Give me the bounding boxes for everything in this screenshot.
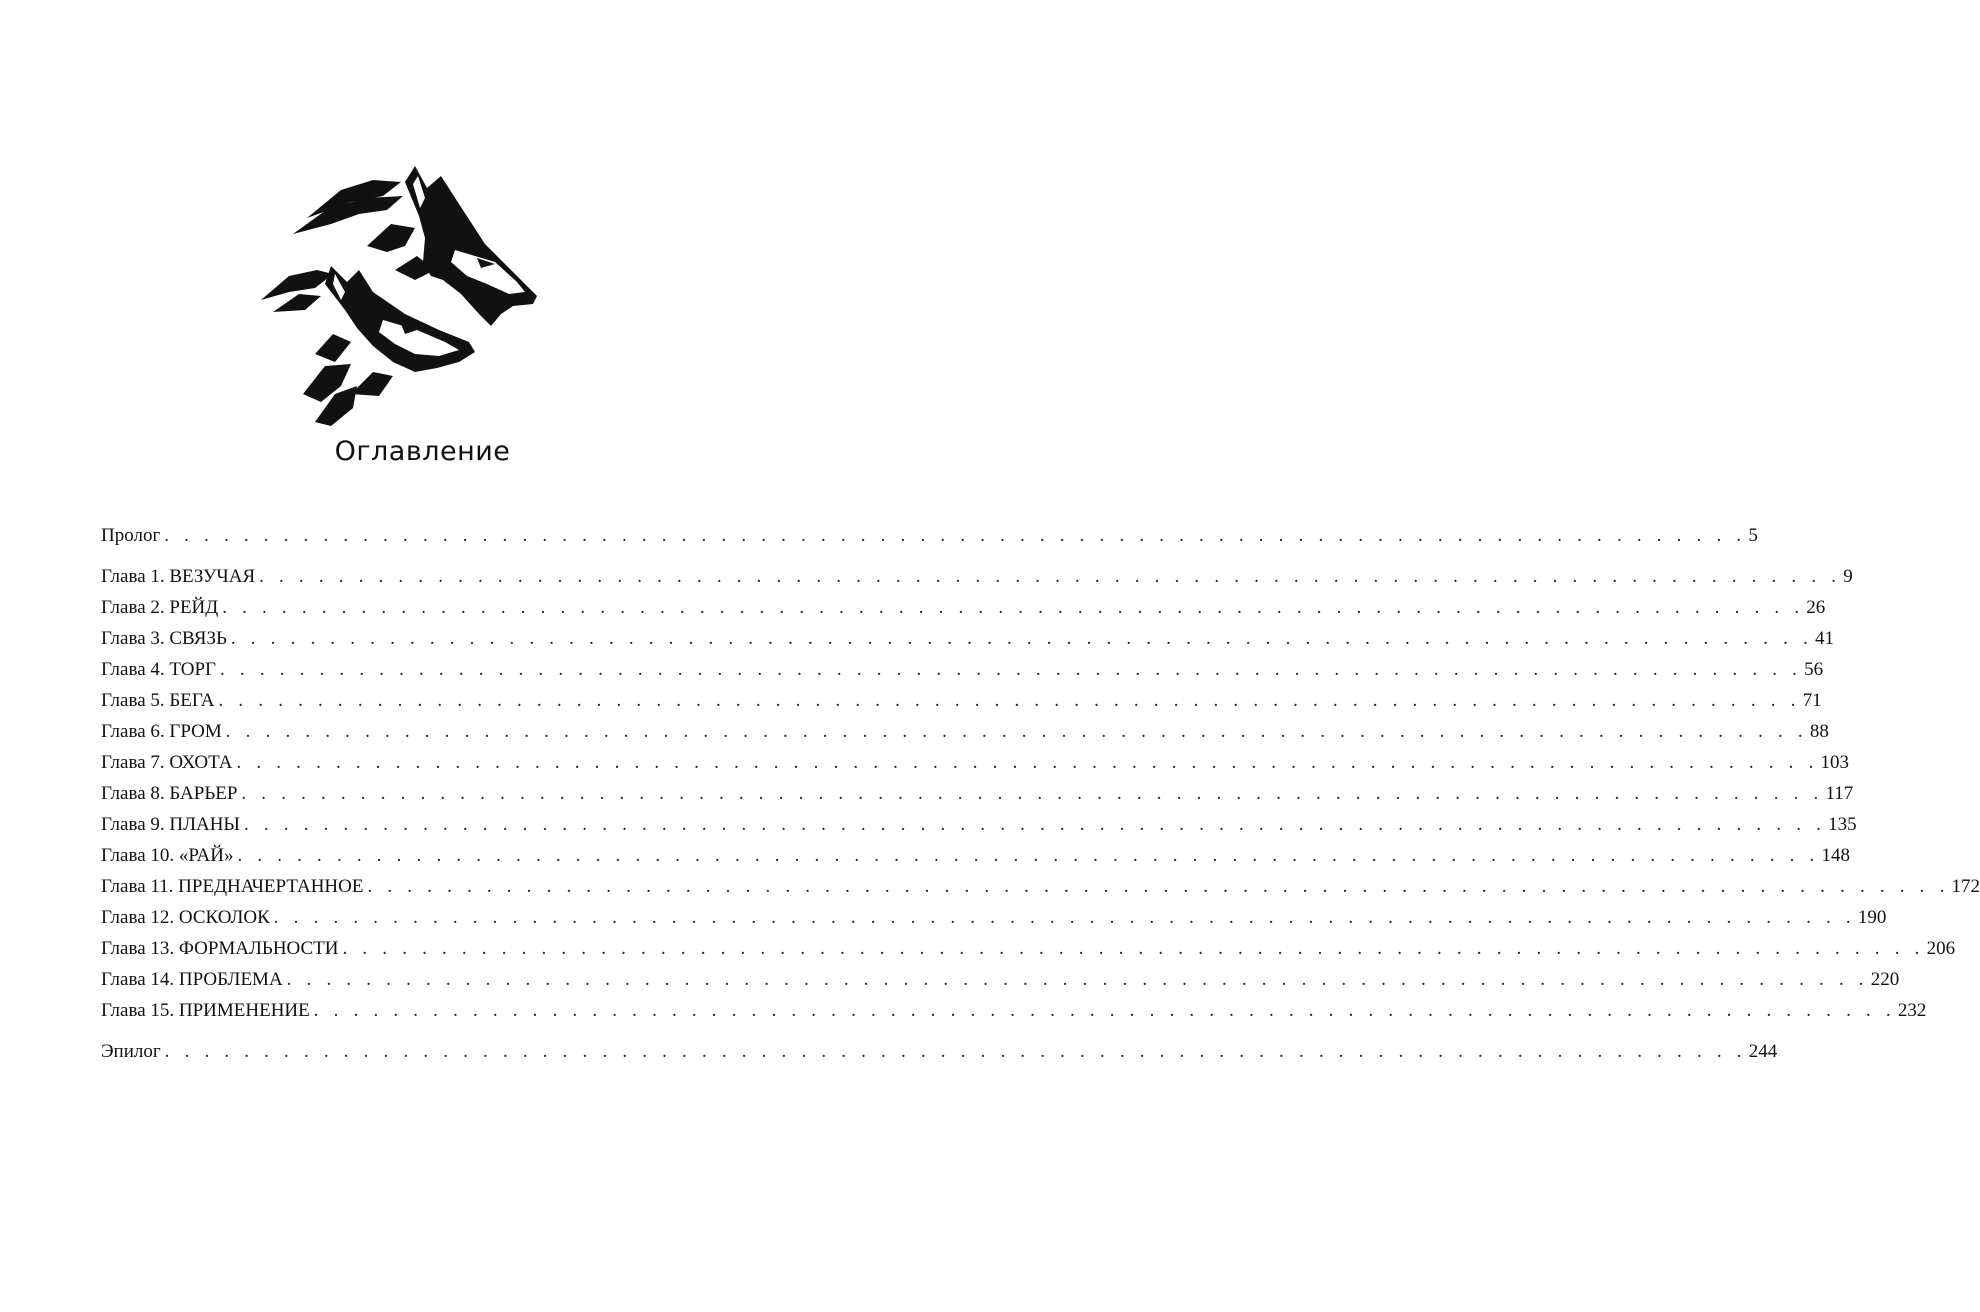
toc-entry-title: Глава 13. ФОРМАЛЬНОСТИ: [101, 933, 343, 964]
toc-entry-page: 88: [1808, 716, 1829, 747]
toc-entry-title: Глава 5. БЕГА: [101, 685, 219, 716]
toc-entry-title: Глава 3. СВЯЗЬ: [101, 623, 231, 654]
toc-entry[interactable]: [101, 1036, 1778, 1067]
toc-entry-page: 56: [1802, 654, 1823, 685]
toc-entry-page: 244: [1747, 1036, 1778, 1067]
toc-leader-dots: . . . . . . . . . . . . . . . . . . . . . . . . . . . . . . . . . . . . . . . . . . . . . . . . . . . . . . . . . . . . . . . . . . . . . . . . . . . . . . . .: [164, 525, 1747, 546]
front-wolf-mane-3: [315, 334, 351, 362]
toc-entry-page: 5: [1746, 520, 1758, 551]
back-wolf-head: [405, 166, 537, 326]
toc-leader-dots: . . . . . . . . . . . . . . . . . . . . . . . . . . . . . . . . . . . . . . . . . . . . . . . . . . . . . . . . . . . . . . . . . . . . . . . . . . . . . . . .: [273, 907, 1856, 928]
front-wolf-mane-6: [351, 372, 393, 396]
toc-entry[interactable]: [101, 716, 1829, 747]
toc-entry-page: 220: [1869, 964, 1900, 995]
toc-entry-title: Глава 4. ТОРГ: [101, 654, 220, 685]
page-title: Оглавление: [334, 436, 511, 467]
toc-entry-page: 148: [1820, 840, 1851, 871]
toc-leader-dots: . . . . . . . . . . . . . . . . . . . . . . . . . . . . . . . . . . . . . . . . . . . . . . . . . . . . . . . . . . . . . . . . . . . . . . . . . . . . . . . .: [218, 690, 1801, 711]
table-of-contents: [101, 520, 1980, 1067]
toc-leader-dots: . . . . . . . . . . . . . . . . . . . . . . . . . . . . . . . . . . . . . . . . . . . . . . . . . . . . . . . . . . . . . . . . . . . . . . . . . . . . . . . .: [367, 876, 1950, 897]
toc-leader-dots: . . . . . . . . . . . . . . . . . . . . . . . . . . . . . . . . . . . . . . . . . . . . . . . . . . . . . . . . . . . . . . . . . . . . . . . . . . . . . . . .: [164, 1041, 1747, 1062]
toc-entry-page: 103: [1819, 747, 1850, 778]
toc-entry[interactable]: [101, 933, 1956, 964]
toc-entry[interactable]: [101, 747, 1850, 778]
toc-entry-page: 206: [1925, 933, 1956, 964]
toc-leader-dots: . . . . . . . . . . . . . . . . . . . . . . . . . . . . . . . . . . . . . . . . . . . . . . . . . . . . . . . . . . . . . . . . . . . . . . . . . . . . . . . .: [286, 969, 1869, 990]
toc-entry-title: Глава 2. РЕЙД: [101, 592, 222, 623]
toc-entry-title: Глава 10. «РАЙ»: [101, 840, 237, 871]
toc-leader-dots: . . . . . . . . . . . . . . . . . . . . . . . . . . . . . . . . . . . . . . . . . . . . . . . . . . . . . . . . . . . . . . . . . . . . . . . . . . . . . . . .: [236, 752, 1819, 773]
toc-entry[interactable]: [101, 685, 1822, 716]
toc-entry-page: 172: [1950, 871, 1980, 902]
toc-entry-page: 26: [1804, 592, 1825, 623]
toc-leader-dots: . . . . . . . . . . . . . . . . . . . . . . . . . . . . . . . . . . . . . . . . . . . . . . . . . . . . . . . . . . . . . . . . . . . . . . . . . . . . . . . .: [241, 783, 1824, 804]
toc-entry-title: Глава 8. БАРЬЕР: [101, 778, 241, 809]
toc-entry-page: 117: [1823, 778, 1853, 809]
toc-entry-title: Глава 7. ОХОТА: [101, 747, 236, 778]
toc-entry-page: 41: [1813, 623, 1834, 654]
toc-entry-page: 71: [1801, 685, 1822, 716]
toc-entry-page: 135: [1826, 809, 1857, 840]
toc-entry-page: 9: [1841, 561, 1853, 592]
toc-leader-dots: . . . . . . . . . . . . . . . . . . . . . . . . . . . . . . . . . . . . . . . . . . . . . . . . . . . . . . . . . . . . . . . . . . . . . . . . . . . . . . . .: [237, 845, 1820, 866]
toc-entry[interactable]: [101, 654, 1824, 685]
toc-leader-dots: . . . . . . . . . . . . . . . . . . . . . . . . . . . . . . . . . . . . . . . . . . . . . . . . . . . . . . . . . . . . . . . . . . . . . . . . . . . . . . . .: [259, 566, 1842, 587]
toc-entry[interactable]: [101, 778, 1854, 809]
toc-leader-dots: . . . . . . . . . . . . . . . . . . . . . . . . . . . . . . . . . . . . . . . . . . . . . . . . . . . . . . . . . . . . . . . . . . . . . . . . . . . . . . . .: [342, 938, 1925, 959]
toc-entry-title: Эпилог: [101, 1036, 165, 1067]
toc-entry-page: 232: [1896, 995, 1927, 1026]
back-wolf-mane-3: [367, 224, 415, 252]
toc-entry-title: Глава 1. ВЕЗУЧАЯ: [101, 561, 259, 592]
toc-leader-dots: . . . . . . . . . . . . . . . . . . . . . . . . . . . . . . . . . . . . . . . . . . . . . . . . . . . . . . . . . . . . . . . . . . . . . . . . . . . . . . . .: [220, 659, 1803, 680]
toc-entry[interactable]: [101, 592, 1826, 623]
toc-entry[interactable]: [101, 871, 1980, 902]
toc-entry[interactable]: [101, 840, 1851, 871]
toc-entry[interactable]: [101, 809, 1857, 840]
toc-entry[interactable]: [101, 520, 1758, 551]
toc-entry[interactable]: [101, 623, 1834, 654]
toc-entry-title: Глава 14. ПРОБЛЕМА: [101, 964, 287, 995]
toc-entry-title: Глава 12. ОСКОЛОК: [101, 902, 274, 933]
toc-entry-title: Глава 6. ГРОМ: [101, 716, 226, 747]
toc-entry[interactable]: [101, 995, 1927, 1026]
toc-leader-dots: . . . . . . . . . . . . . . . . . . . . . . . . . . . . . . . . . . . . . . . . . . . . . . . . . . . . . . . . . . . . . . . . . . . . . . . . . . . . . . . .: [225, 721, 1808, 742]
toc-entry[interactable]: [101, 964, 1900, 995]
toc-entry-title: Глава 11. ПРЕДНАЧЕРТАННОЕ: [101, 871, 367, 902]
toc-entry[interactable]: [101, 902, 1887, 933]
toc-leader-dots: . . . . . . . . . . . . . . . . . . . . . . . . . . . . . . . . . . . . . . . . . . . . . . . . . . . . . . . . . . . . . . . . . . . . . . . . . . . . . . . .: [222, 597, 1805, 618]
toc-leader-dots: . . . . . . . . . . . . . . . . . . . . . . . . . . . . . . . . . . . . . . . . . . . . . . . . . . . . . . . . . . . . . . . . . . . . . . . . . . . . . . . .: [230, 628, 1813, 649]
toc-leader-dots: . . . . . . . . . . . . . . . . . . . . . . . . . . . . . . . . . . . . . . . . . . . . . . . . . . . . . . . . . . . . . . . . . . . . . . . . . . . . . . . .: [244, 814, 1827, 835]
toc-leader-dots: . . . . . . . . . . . . . . . . . . . . . . . . . . . . . . . . . . . . . . . . . . . . . . . . . . . . . . . . . . . . . . . . . . . . . . . . . . . . . . . .: [313, 1000, 1896, 1021]
toc-entry-title: Глава 15. ПРИМЕНЕНИЕ: [101, 995, 314, 1026]
toc-entry-title: Глава 9. ПЛАНЫ: [101, 809, 244, 840]
toc-entry-title: Пролог: [101, 520, 164, 551]
front-wolf-mane-2: [273, 294, 321, 312]
wolves-emblem-icon: [255, 158, 545, 430]
toc-entry-page: 190: [1856, 902, 1887, 933]
toc-entry[interactable]: [101, 561, 1853, 592]
